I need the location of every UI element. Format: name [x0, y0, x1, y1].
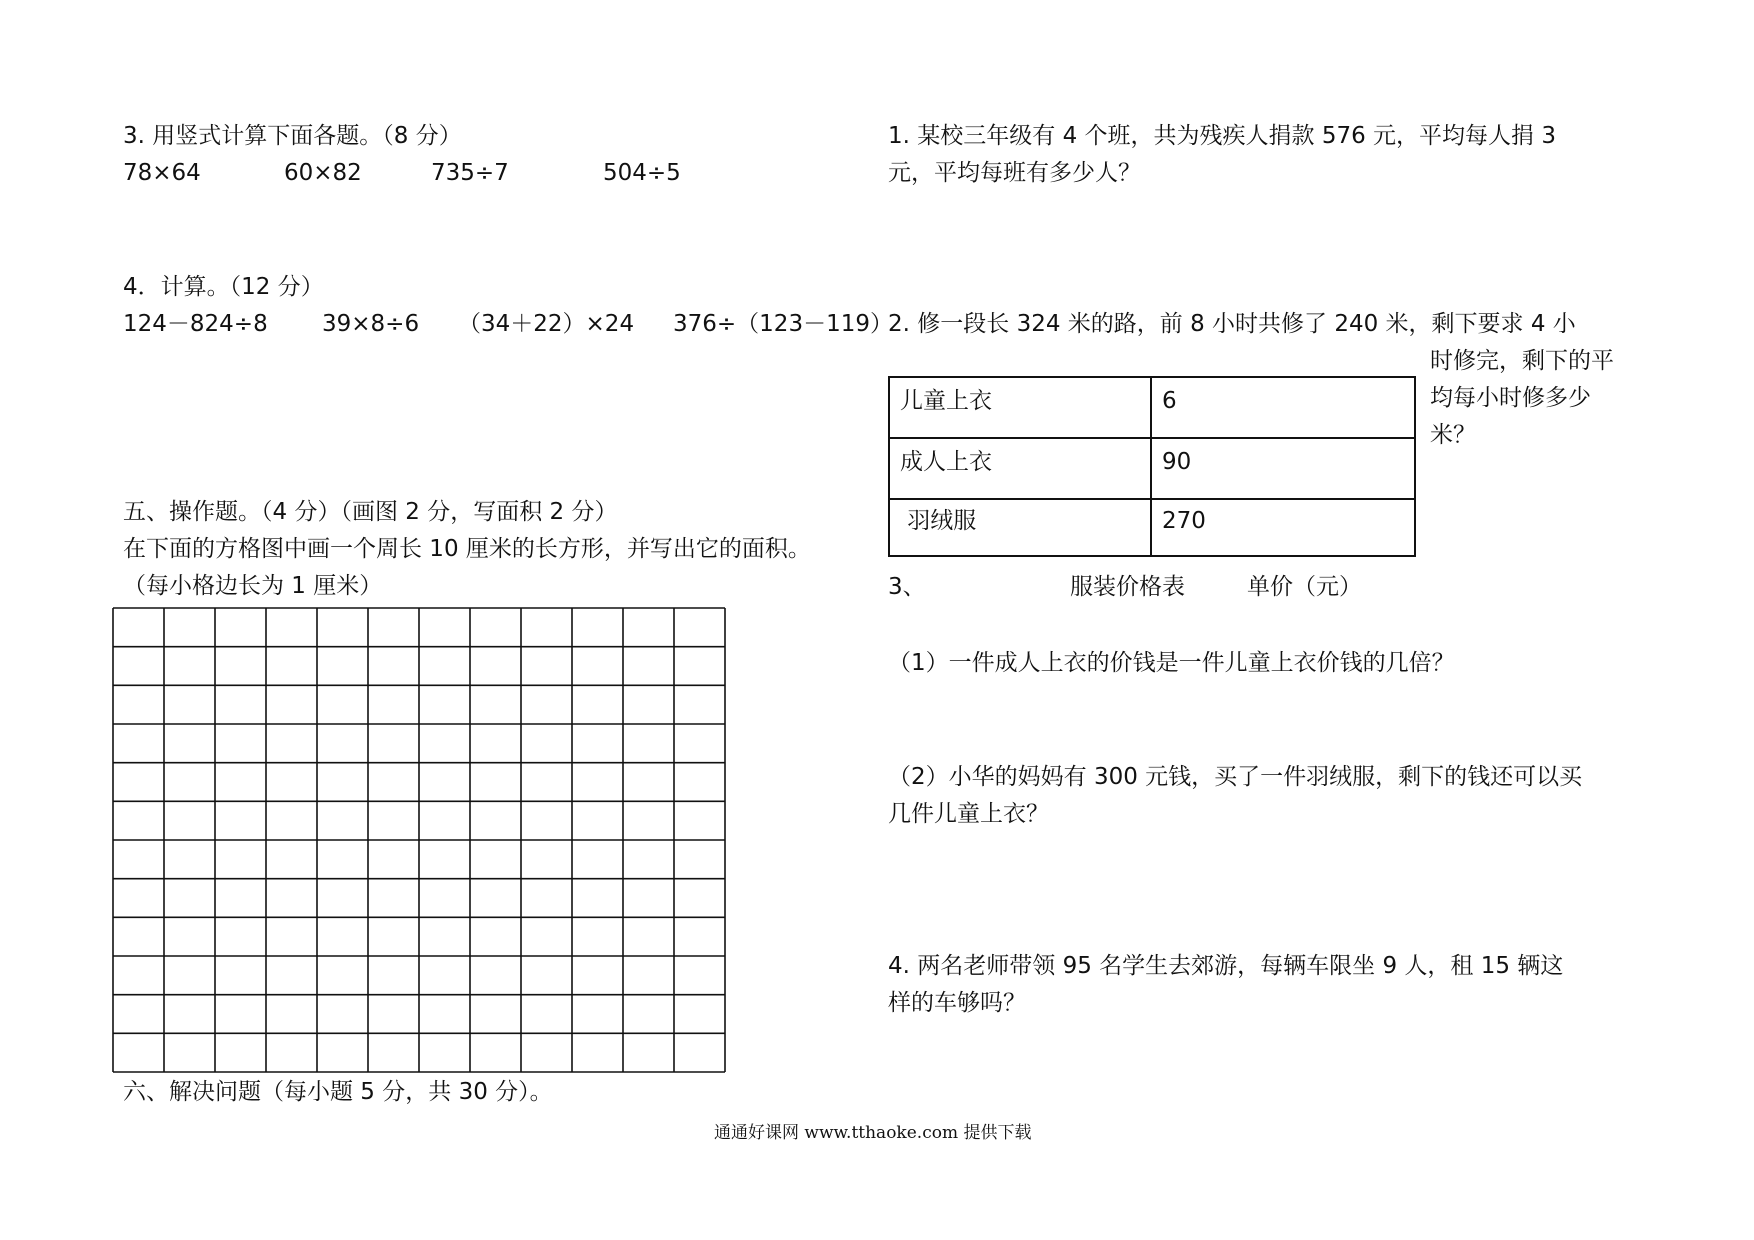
p1-line-2: 元，平均每班有多少人？ [888, 160, 1141, 186]
q4-problem-3: （34＋22）×24 [458, 311, 635, 337]
table-row [889, 377, 1415, 438]
q4-problem-1: 124－824÷8 [123, 311, 268, 337]
item-cell: 儿童上衣 [889, 377, 1151, 438]
q3-problem-4: 504÷5 [603, 160, 681, 186]
p2-wrap-1: 时修完，剩下的平 [1430, 348, 1614, 374]
table-row [889, 438, 1415, 499]
p2-wrap-3: 米？ [1430, 422, 1476, 448]
q5-instruction: 在下面的方格图中画一个周长 10 厘米的长方形，并写出它的面积。 [123, 536, 811, 562]
q3-problem-2: 60×82 [284, 160, 362, 186]
item-cell: 羽绒服 [889, 499, 1151, 556]
q4-title: 4．计算。（12 分） [123, 274, 324, 300]
table-unit: 单价（元） [1247, 574, 1362, 600]
price-table [888, 376, 1416, 557]
p3-number: 3、 [888, 574, 926, 600]
p1-line-1: 1. 某校三年级有 4 个班，共为残疾人捐款 576 元，平均每人捐 3 [888, 123, 1556, 149]
square-grid[interactable] [112, 607, 726, 1073]
price-cell: 270 [1151, 499, 1415, 556]
q5-note: （每小格边长为 1 厘米） [123, 573, 383, 599]
footer-credit: 通通好课网 www.tthaoke.com 提供下载 [714, 1123, 1032, 1143]
p3-sub-2-line-2: 几件儿童上衣？ [888, 801, 1049, 827]
q3-problem-1: 78×64 [123, 160, 201, 186]
q3-problem-3: 735÷7 [431, 160, 509, 186]
q4-problem-2: 39×8÷6 [322, 311, 420, 337]
price-cell: 90 [1151, 438, 1415, 499]
table-title: 服装价格表 [1070, 574, 1185, 600]
p2-wrap-2: 均每小时修多少 [1430, 385, 1591, 411]
p3-sub-1: （1）一件成人上衣的价钱是一件儿童上衣价钱的几倍？ [888, 650, 1455, 676]
p2-line-1: 2. 修一段长 324 米的路，前 8 小时共修了 240 米，剩下要求 4 小 [888, 311, 1576, 337]
q5-title: 五、操作题。（4 分）（画图 2 分，写面积 2 分） [123, 499, 618, 525]
table-row [889, 499, 1415, 556]
p4-line-2: 样的车够吗？ [888, 990, 1026, 1016]
q3-title: 3. 用竖式计算下面各题。（8 分） [123, 123, 462, 149]
p3-sub-2-line-1: （2）小华的妈妈有 300 元钱，买了一件羽绒服，剩下的钱还可以买 [888, 764, 1583, 790]
item-cell: 成人上衣 [889, 438, 1151, 499]
p4-line-1: 4. 两名老师带领 95 名学生去郊游，每辆车限坐 9 人，租 15 辆这 [888, 953, 1564, 979]
q6-title: 六、解决问题（每小题 5 分，共 30 分）。 [123, 1079, 553, 1105]
price-cell: 6 [1151, 377, 1415, 438]
q4-problem-4: 376÷（123－119） [673, 311, 893, 337]
